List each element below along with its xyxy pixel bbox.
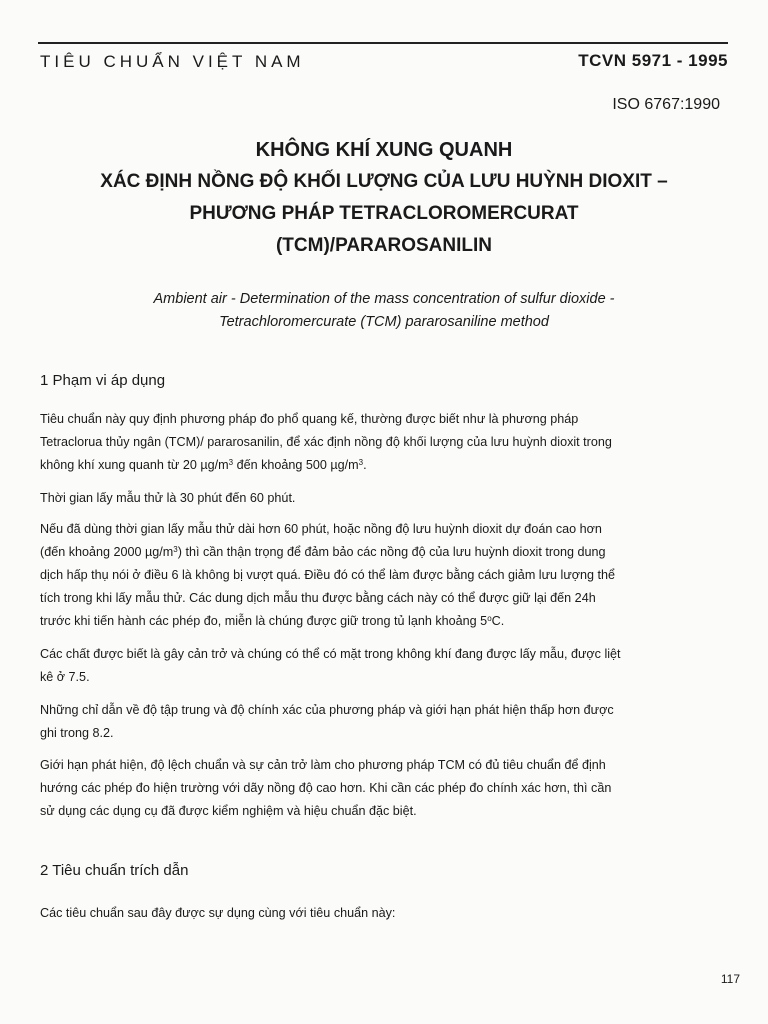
text-line: kê ở 7.5. — [40, 670, 90, 684]
section-1-paragraph-1 — [40, 408, 734, 477]
section-2-heading: 2 Tiêu chuẩn trích dẫn — [40, 862, 189, 879]
page-number: 117 — [720, 972, 740, 986]
text-line: Tiêu chuẩn này quy định phương pháp đo phổ quang kế, thường được biết như là phương pháp — [40, 412, 579, 426]
text-run: trước khi tiến hành các phép đo, miễn là chúng được giữ trong tủ lạnh khoảng 5 — [40, 614, 488, 628]
text-line: Tetraclorua thủy ngân (TCM)/ pararosanilin, để xác định nồng độ khối lượng của lưu huỳnh dioxit trong — [40, 435, 612, 449]
standard-series: TIÊU CHUẨN VIỆT NAM — [40, 52, 305, 71]
text-line: Giới hạn phát hiện, độ lệch chuẩn và sự cản trở làm cho phương pháp TCM có đủ tiêu chuẩn để định — [40, 758, 606, 772]
text-run: không khí xung quanh từ 20 µg/m — [40, 458, 229, 472]
document-title — [30, 134, 738, 262]
english-title-line-2: Tetrachloromercurate (TCM) pararosaniline method — [219, 314, 549, 330]
text-line — [40, 454, 734, 477]
title-line-2: XÁC ĐỊNH NỒNG ĐỘ KHỐI LƯỢNG CỦA LƯU HUỲNH DIOXIT – — [100, 171, 668, 192]
title-line-3: PHƯƠNG PHÁP TETRACLOROMERCURAT — [189, 203, 579, 224]
text-run: C. — [491, 614, 505, 628]
english-title-line-1: Ambient air - Determination of the mass concentration of sulfur dioxide - — [153, 291, 615, 307]
text-run: đến khoảng 500 µg/m — [233, 458, 359, 472]
header-rule — [38, 42, 728, 44]
text-line: tích trong khi lấy mẫu thử. Các dung dịch mẫu thu được bằng cách này có thể được giữ lại đến 24h — [40, 591, 596, 605]
superscript: 3 — [173, 545, 178, 554]
section-1-paragraph-2: Thời gian lấy mẫu thử là 30 phút đến 60 phút. — [40, 491, 296, 505]
title-line-4: (TCM)/PARAROSANILIN — [275, 235, 492, 256]
superscript: 3 — [358, 458, 364, 467]
section-1-heading: 1 Phạm vi áp dụng — [40, 372, 166, 389]
text-line — [40, 541, 734, 564]
english-title — [60, 288, 708, 334]
text-run: (đến khoảng 2000 µg/m — [40, 545, 174, 559]
superscript: 3 — [228, 458, 234, 467]
section-1-paragraph-3 — [40, 518, 734, 633]
title-line-1: KHÔNG KHÍ XUNG QUANH — [255, 139, 513, 161]
text-line: sử dụng các dụng cụ đã được kiểm nghiệm và hiệu chuẩn đặc biệt. — [40, 804, 417, 818]
text-line: Những chỉ dẫn về độ tập trung và độ chính xác của phương pháp và giới hạn phát hiện thấp hơn được — [40, 703, 614, 717]
text-run: . — [363, 458, 367, 472]
section-1-paragraph-4 — [40, 643, 734, 689]
standard-code: TCVN 5971 - 1995 — [578, 51, 728, 70]
superscript: o — [487, 614, 492, 623]
iso-reference: ISO 6767:1990 — [612, 96, 720, 113]
text-line: Các chất được biết là gây cản trở và chúng có thể có mặt trong không khí đang được lấy mẫu, được liệt — [40, 647, 621, 661]
text-line: ghi trong 8.2. — [40, 726, 114, 740]
text-run: ) thì cần thận trọng để đảm bảo các nồng độ của lưu huỳnh dioxit trong dung — [177, 545, 606, 559]
text-line: hướng các phép đo hiện trường với dãy nồng độ cao hơn. Khi cần các phép đo chính xác hơn, thì cần — [40, 781, 612, 795]
text-line: dịch hấp thụ nói ở điều 6 là không bị vượt quá. Điều đó có thể làm được bằng cách giảm lưu lượng thể — [40, 568, 616, 582]
section-2-paragraph-1: Các tiêu chuẩn sau đây được sự dụng cùng với tiêu chuẩn này: — [40, 906, 396, 920]
text-line: Nếu đã dùng thời gian lấy mẫu thử dài hơn 60 phút, hoặc nồng độ lưu huỳnh dioxit dự đoán cao hơn — [40, 522, 602, 536]
text-line — [40, 610, 734, 633]
section-1-paragraph-5 — [40, 699, 734, 745]
section-1-paragraph-6 — [40, 754, 734, 823]
